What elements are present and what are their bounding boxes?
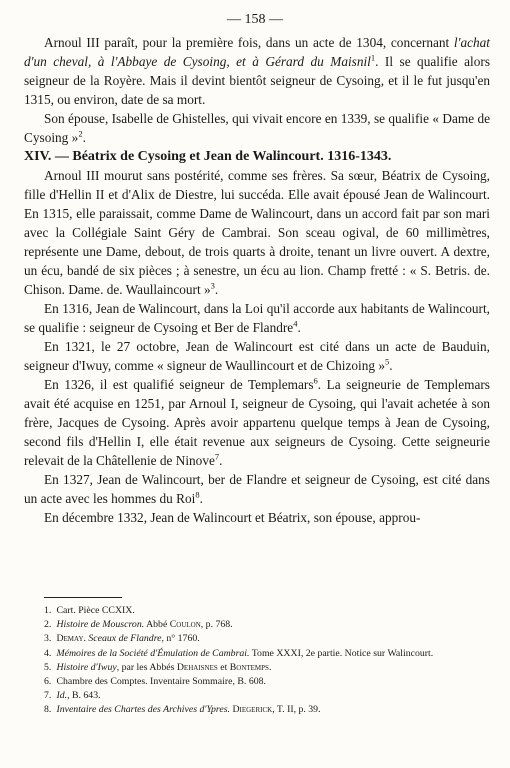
footnote-title: Inventaire des Chartes des Archives d'Ypres. [56,704,230,716]
paragraph-5 [24,337,490,375]
text-run: . La seigneurie de Templemars avait été acquise en 1251, par Arnoul I, seigneur de Cysoing, qui l'avait achetée à son frère, Jacques de Cysoing. Après avoir appartenu quelque temps à Jean de Cysoing, second fils d'Hellin I, elle était revenue aux seigneurs de Cysoing. Cette seigneurie relevait de la Châtellenie de Ninove [24,377,490,468]
italic-text: l'achat d'un cheval, à l'Abbaye de Cysoing, et à Gérard du Maisnil [24,35,490,69]
footnote-1 [44,604,490,618]
text-run: Son épouse, Isabelle de Ghistelles, qui vivait encore en 1339, se qualifie « Dame de Cysoing » [24,111,490,145]
footnote-8 [44,703,490,717]
footnote-number: 5. [44,661,52,673]
footnote-author: Bontemps [229,661,269,673]
footnote-divider [44,597,122,598]
paragraph-7 [24,470,490,508]
text-run: Arnoul III paraît, pour la première fois, dans un acte de 1304, concernant [44,35,454,50]
text-run: . [199,491,203,506]
footnote-ref: 6 [313,375,318,386]
text-run: . [389,358,393,373]
footnote-text: , T. II, p. 39. [272,704,321,716]
footnote-ref: 1 [370,52,376,63]
footnote-title: Histoire d'Iwuy [56,661,117,673]
footnote-text: , p. 768. [200,619,233,631]
footnote-text: , B. 643. [67,690,101,702]
footnote-number: 8. [44,704,52,716]
footnote-text: Chambre des Comptes. Inventaire Sommaire, B. 608. [56,676,266,688]
page-body [24,33,490,527]
text-run: . [219,453,223,468]
paragraph-4 [24,299,490,337]
footnote-6 [44,675,490,689]
footnote-text: , n° 1760. [161,633,200,645]
text-run: En 1321, le 27 octobre, Jean de Walincourt est cité dans un acte de Bauduin, seigneur d'Iwuy, comme « signeur de Waullincourt et de Chizoing » [24,339,490,373]
footnote-text: et [217,661,230,673]
footnotes [44,604,490,718]
text-run: . [214,282,219,297]
footnote-author: Demay [56,633,84,645]
footnote-number: 2. [44,619,52,631]
page-number: — 158 — [227,12,283,27]
footnote-text: Abbé [144,619,170,631]
paragraph-8 [24,508,490,527]
text-run: . [297,320,301,335]
section-heading: XIV. — Béatrix de Cysoing et Jean de Walincourt. 1316-1343. [24,149,392,164]
footnote-number: 4. [44,647,52,659]
footnote-text: , par les Abbés [116,661,177,673]
footnote-text: . [83,633,89,645]
footnote-ref: 8 [195,489,200,500]
footnote-5 [44,661,490,675]
footnote-author: Dehaisnes [176,661,218,673]
footnote-number: 3. [44,633,52,645]
text-run: Arnoul III mourut sans postérité, comme ses frères. Sa sœur, Béatrix de Cysoing, fille d'Hellin II et d'Alix de Diestre, lui succéda. Elle avait épousé Jean de Walincourt. En 1315, elle paraissait, comme Dame de Walincourt, dans un accord fait par son mari avec la Collégiale Saint Géry de Cambrai. Son sceau ogival, de 60 millimètres, représente une Dame, debout, de trois quarts à droite, tenant un livre ouvert. A dextre, un écu, bandé de six pièces ; à senestre, un écu au lion. Champ fretté : « S. Betris. de. Chison. Dame. de. Waullaincourt » [24,168,490,297]
footnote-author: Coulon [169,619,201,631]
footnote-title: Id. [56,690,68,702]
footnote-7 [44,689,490,703]
footnote-text: . [268,661,272,673]
text-run: . Il se qualifie alors seigneur de la Royère. Mais il devint bientôt seigneur de Cysoing, et il le fut jusqu'en 1315, ou environ, date de sa mort. [24,54,490,107]
footnote-ref: 3 [210,280,215,291]
footnote-number: 6. [44,676,52,688]
footnote-2 [44,618,490,632]
footnote-3 [44,632,490,646]
footnote-ref: 4 [293,318,298,329]
footnote-ref: 5 [385,356,390,367]
footnote-title: Mémoires de la Société d'Émulation de Cambrai. [56,647,250,659]
footnote-ref: 7 [214,451,220,462]
footnote-number: 7. [44,690,52,702]
text-run: En décembre 1332, Jean de Walincourt et Béatrix, son épouse, approu- [44,510,421,525]
text-run: En 1327, Jean de Walincourt, ber de Flandre et seigneur de Cysoing, est cité dans un acte avec les hommes du Roi [24,472,490,506]
text-run: En 1326, il est qualifié seigneur de Templemars [44,377,314,392]
footnote-ref: 2 [78,128,83,139]
footnote-title: Histoire de Mouscron. [56,619,145,631]
text-run: En 1316, Jean de Walincourt, dans la Loi qu'il accorde aux habitants de Walincourt, se qualifie : seigneur de Cysoing et Ber de Flandre [24,301,490,335]
footnote-author: Diegerick [232,704,273,716]
paragraph-1 [24,33,490,109]
footnote-number: 1. [44,605,52,616]
footnote-text: Tome XXXI, 2e partie. Notice sur Walincourt. [249,647,434,659]
text-run: . [82,130,86,145]
paragraph-2 [24,109,490,147]
paragraph-6 [24,375,490,470]
footnote-text: Cart. Pièce CCXIX. [56,605,135,616]
footnote-4 [44,647,490,661]
paragraph-3 [24,166,490,299]
footnote-title: Sceaux de Flandre [88,633,162,645]
